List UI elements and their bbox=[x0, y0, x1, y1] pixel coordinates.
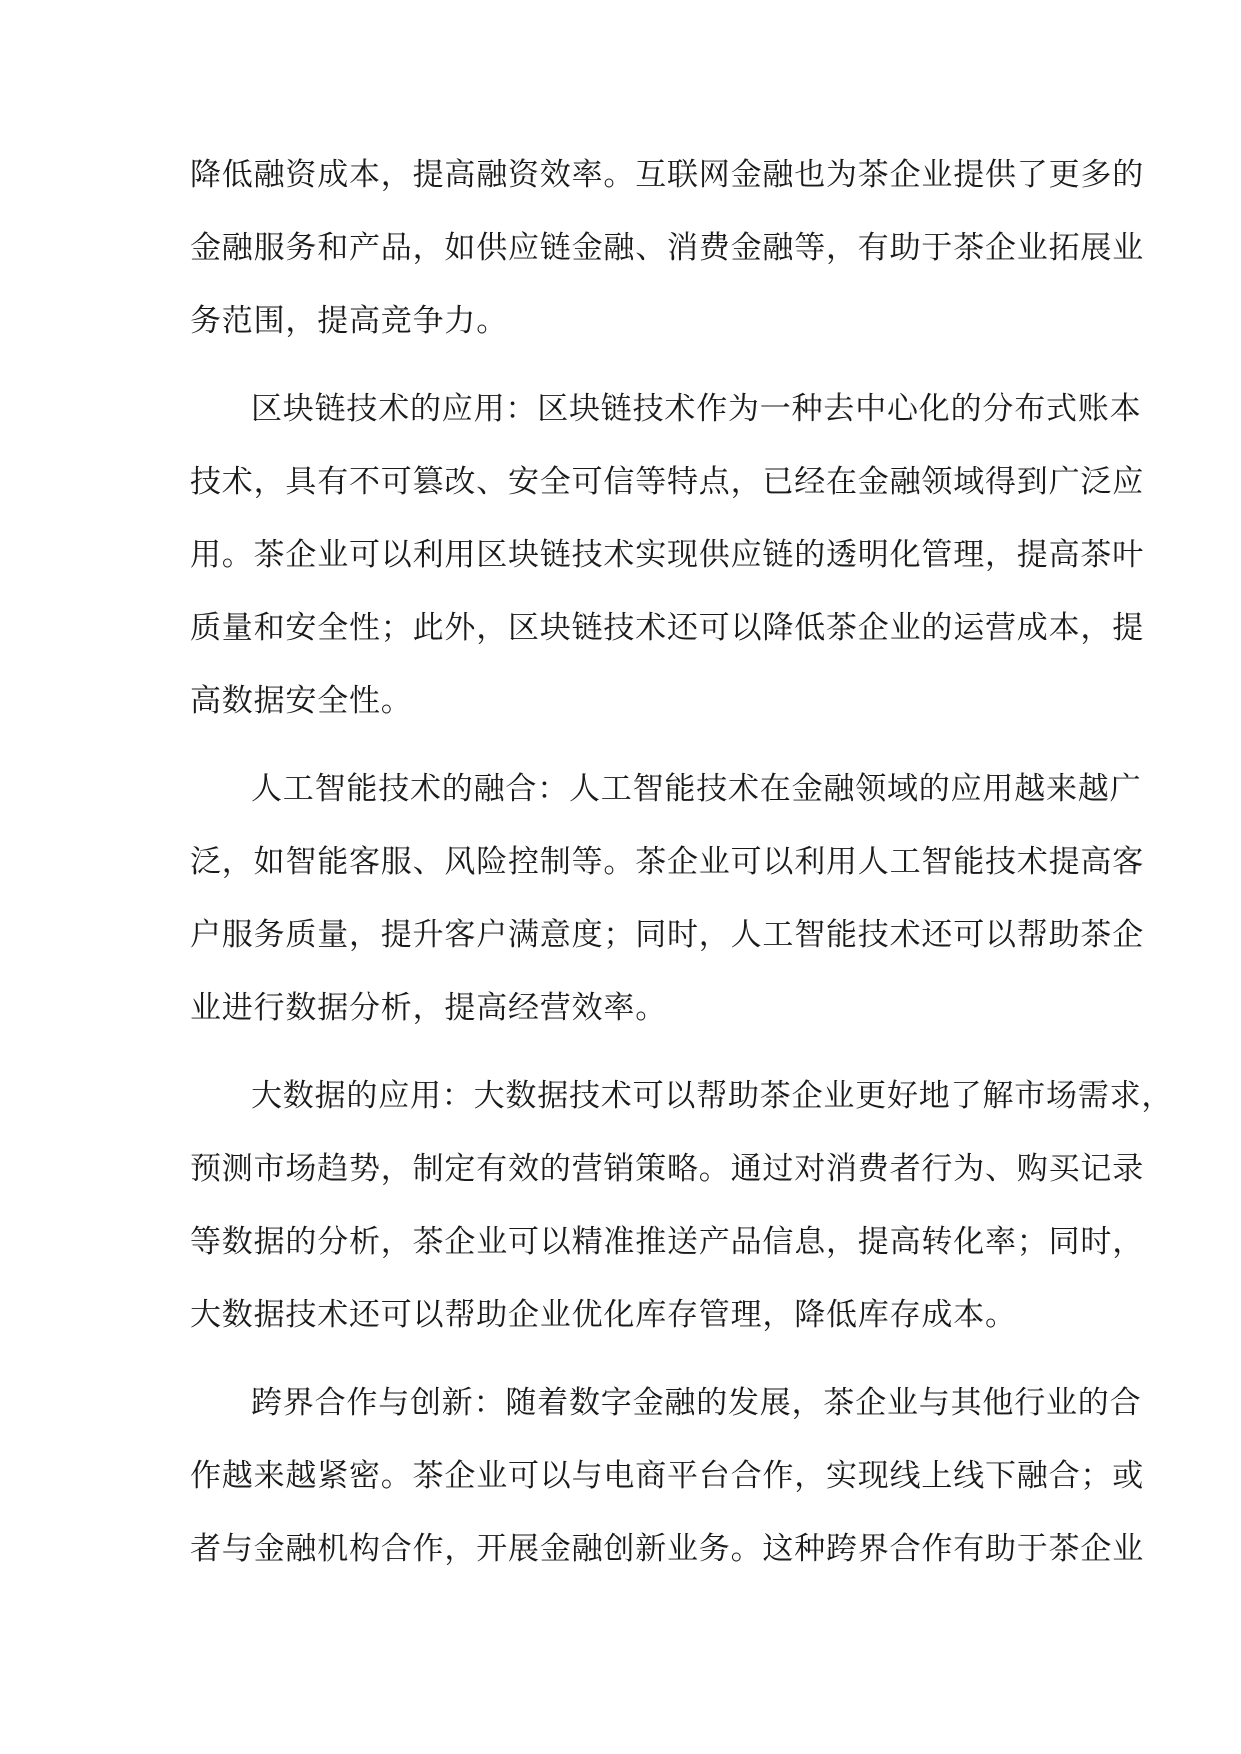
text-line: 预测市场趋势，制定有效的营销策略。通过对消费者行为、购买记录 bbox=[190, 1151, 1144, 1187]
text-line: 质量和安全性；此外，区块链技术还可以降低茶企业的运营成本，提 bbox=[190, 610, 1144, 646]
text-line: 大数据技术还可以帮助企业优化库存管理，降低库存成本。 bbox=[190, 1297, 1017, 1333]
paragraph-blockchain bbox=[190, 373, 1144, 738]
document-body bbox=[190, 139, 1174, 1586]
text-line: 业进行数据分析，提高经营效率。 bbox=[190, 990, 667, 1026]
paragraph-gap bbox=[190, 1352, 1050, 1367]
text-line: 者与金融机构合作，开展金融创新业务。这种跨界合作有助于茶企业 bbox=[190, 1531, 1144, 1567]
paragraph-ai bbox=[190, 753, 1144, 1045]
text-line: 人工智能技术的融合：人工智能技术在金融领域的应用越来越广 bbox=[251, 771, 1142, 807]
paragraph-financing bbox=[190, 139, 1144, 358]
text-line: 跨界合作与创新：随着数字金融的发展，茶企业与其他行业的合 bbox=[251, 1385, 1142, 1421]
paragraph-gap bbox=[190, 358, 1050, 373]
text-line: 户服务质量，提升客户满意度；同时，人工智能技术还可以帮助茶企 bbox=[190, 917, 1144, 953]
text-line: 高数据安全性。 bbox=[190, 683, 413, 719]
text-line: 等数据的分析，茶企业可以精准推送产品信息，提高转化率；同时， bbox=[190, 1224, 1144, 1260]
text-line: 泛，如智能客服、风险控制等。茶企业可以利用人工智能技术提高客 bbox=[190, 844, 1144, 880]
text-line: 务范围，提高竞争力。 bbox=[190, 303, 508, 339]
paragraph-bigdata bbox=[190, 1060, 1174, 1352]
paragraph-gap bbox=[190, 1045, 1050, 1060]
text-line: 区块链技术的应用：区块链技术作为一种去中心化的分布式账本 bbox=[251, 391, 1142, 427]
text-line: 降低融资成本，提高融资效率。互联网金融也为茶企业提供了更多的 bbox=[190, 157, 1144, 193]
text-line: 技术，具有不可篡改、安全可信等特点，已经在金融领域得到广泛应 bbox=[190, 464, 1144, 500]
paragraph-crossover bbox=[190, 1367, 1144, 1586]
text-line: 作越来越紧密。茶企业可以与电商平台合作，实现线上线下融合；或 bbox=[190, 1458, 1144, 1494]
text-line: 大数据的应用：大数据技术可以帮助茶企业更好地了解市场需求， bbox=[251, 1078, 1174, 1114]
text-line: 金融服务和产品，如供应链金融、消费金融等，有助于茶企业拓展业 bbox=[190, 230, 1144, 266]
paragraph-gap bbox=[190, 738, 1050, 753]
text-line: 用。茶企业可以利用区块链技术实现供应链的透明化管理，提高茶叶 bbox=[190, 537, 1144, 573]
